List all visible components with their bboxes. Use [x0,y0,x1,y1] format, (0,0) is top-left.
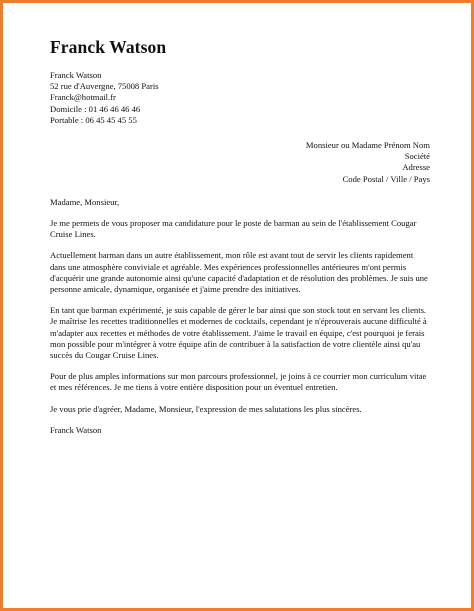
salutation: Madame, Monsieur, [50,196,120,207]
sender-email: Franck@hotmail.fr [50,92,116,103]
recipient-address: Adresse [402,162,430,173]
recipient-block [50,140,430,185]
paragraph-information: Pour de plus amples informations sur mon parcours professionnel, je joins à ce courrier mon curriculum vitae et mes références. Je me tiens à votre entière disposition pour un éventuel entretien. [50,371,427,393]
paragraph-intro: Je me permets de vous proposer ma candidature pour le poste de barman au sein de l'établissement Cougar Cruise Lines. [50,218,417,240]
sender-address: 52 rue d'Auvergne, 75008 Paris [50,81,159,92]
signature: Franck Watson [50,424,102,435]
letter-title: Franck Watson [50,37,167,57]
sender-name: Franck Watson [50,70,102,80]
sender-mobile-phone: Portable : 06 45 45 45 55 [50,114,137,125]
recipient-name: Monsieur ou Madame Prénom Nom [305,140,430,151]
paragraph-experience: Actuellement barman dans un autre établissement, mon rôle est avant tout de servir les clients rapidement dans une atmosphère conviviale et agréable. Mes expériences professionnelles antérieures m'ont permis d'acquérir une grande autonomie ainsi qu'une capacité d'adaptation et de résolution des problèmes. Je suis une personne amicale, dynamique, organisée et j'aime prendre des initiatives. [50,250,428,295]
recipient-city: Code Postal / Ville / Pays [342,173,430,184]
recipient-company: Société [404,151,430,162]
paragraph-closing: Je vous prie d'agréer, Madame, Monsieur, l'expression de mes salutations les plus sincères. [50,403,362,414]
cover-letter [50,36,430,436]
sender-block [50,70,430,126]
paragraph-skills: En tant que barman expérimenté, je suis capable de gérer le bar ainsi que son stock tout en servant les clients. Je maîtrise les recettes traditionnelles et modernes de cocktails, cependant je n'éprouverais aucune difficulté à m'adapter aux recettes et méthodes de votre établissement. J'aime le travail en équipe, c'est pourquoi je ferais mon possible pour m'intégrer à votre équipe afin de contribuer à la satisfaction de votre clientèle ainsi qu'au succès du Cougar Cruise Lines. [50,305,427,361]
sender-home-phone: Domicile : 01 46 46 46 46 [50,103,141,114]
